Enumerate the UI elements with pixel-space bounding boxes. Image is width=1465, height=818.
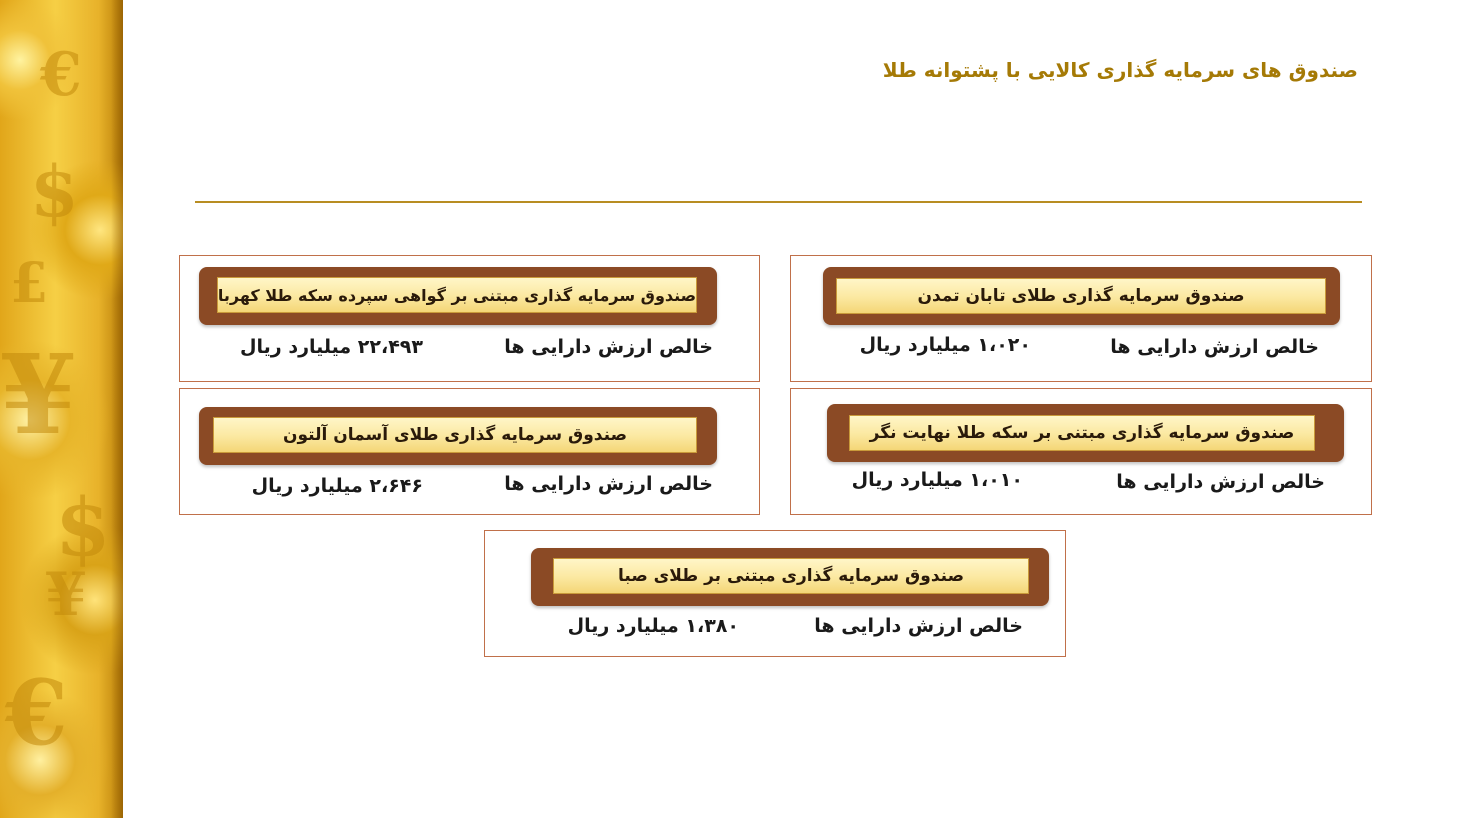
nav-row xyxy=(791,334,1371,374)
nav-label: خالص ارزش دارایی ها xyxy=(814,615,1023,637)
fund-name: صندوق سرمایه گذاری مبتنی بر طلای صبا xyxy=(553,558,1029,594)
nav-row xyxy=(485,613,1065,653)
fund-name: صندوق سرمایه گذاری طلای تابان تمدن xyxy=(836,278,1326,314)
nav-row xyxy=(180,334,759,374)
euro-sign-icon: € xyxy=(5,660,68,766)
fund-card-taban-tamadon xyxy=(790,255,1372,382)
gold-currency-background xyxy=(0,0,123,818)
nav-label: خالص ارزش دارایی ها xyxy=(504,473,713,495)
dollar-sign-icon: $ xyxy=(30,150,79,233)
fund-name: صندوق سرمایه گذاری طلای آسمان آلتون xyxy=(213,417,697,453)
nav-value: ۱،۳۸۰ میلیارد ریال xyxy=(567,615,739,637)
fund-card-aseman-alton xyxy=(179,388,760,515)
nav-label: خالص ارزش دارایی ها xyxy=(1116,471,1325,493)
fund-name-frame xyxy=(531,548,1049,606)
page-title: صندوق های سرمایه گذاری کالایی با پشتوانه طلا xyxy=(882,58,1358,82)
dollar-sign-icon: $ xyxy=(55,480,111,574)
nav-label: خالص ارزش دارایی ها xyxy=(504,336,713,358)
strip-shadow xyxy=(111,0,123,818)
fund-name-frame xyxy=(199,267,717,325)
fund-name-frame xyxy=(199,407,717,465)
pound-sign-icon: £ xyxy=(10,250,49,315)
yen-sign-icon: ¥ xyxy=(45,560,87,630)
fund-card-saba xyxy=(484,530,1066,657)
fund-card-nahayat-negar xyxy=(790,388,1372,515)
euro-sign-icon: € xyxy=(40,40,82,110)
fund-card-kahroba xyxy=(179,255,760,382)
fund-name: صندوق سرمایه گذاری مبتنی بر گواهی سپرده سکه طلا کهربا xyxy=(217,277,697,313)
nav-value: ۲،۶۴۶ میلیارد ریال xyxy=(251,475,423,497)
fund-name-frame xyxy=(823,267,1340,325)
fund-name: صندوق سرمایه گذاری مبتنی بر سکه طلا نهایت نگر xyxy=(849,415,1315,451)
nav-row xyxy=(791,469,1371,509)
nav-row xyxy=(180,471,759,511)
nav-value: ۲۲،۴۹۳ میلیارد ریال xyxy=(240,336,423,358)
title-divider xyxy=(195,201,1362,203)
nav-label: خالص ارزش دارایی ها xyxy=(1110,336,1319,358)
nav-value: ۱،۰۲۰ میلیارد ریال xyxy=(859,334,1031,356)
nav-value: ۱،۰۱۰ میلیارد ریال xyxy=(851,469,1023,491)
fund-name-frame xyxy=(827,404,1344,462)
yen-sign-icon: ¥ xyxy=(0,330,77,459)
